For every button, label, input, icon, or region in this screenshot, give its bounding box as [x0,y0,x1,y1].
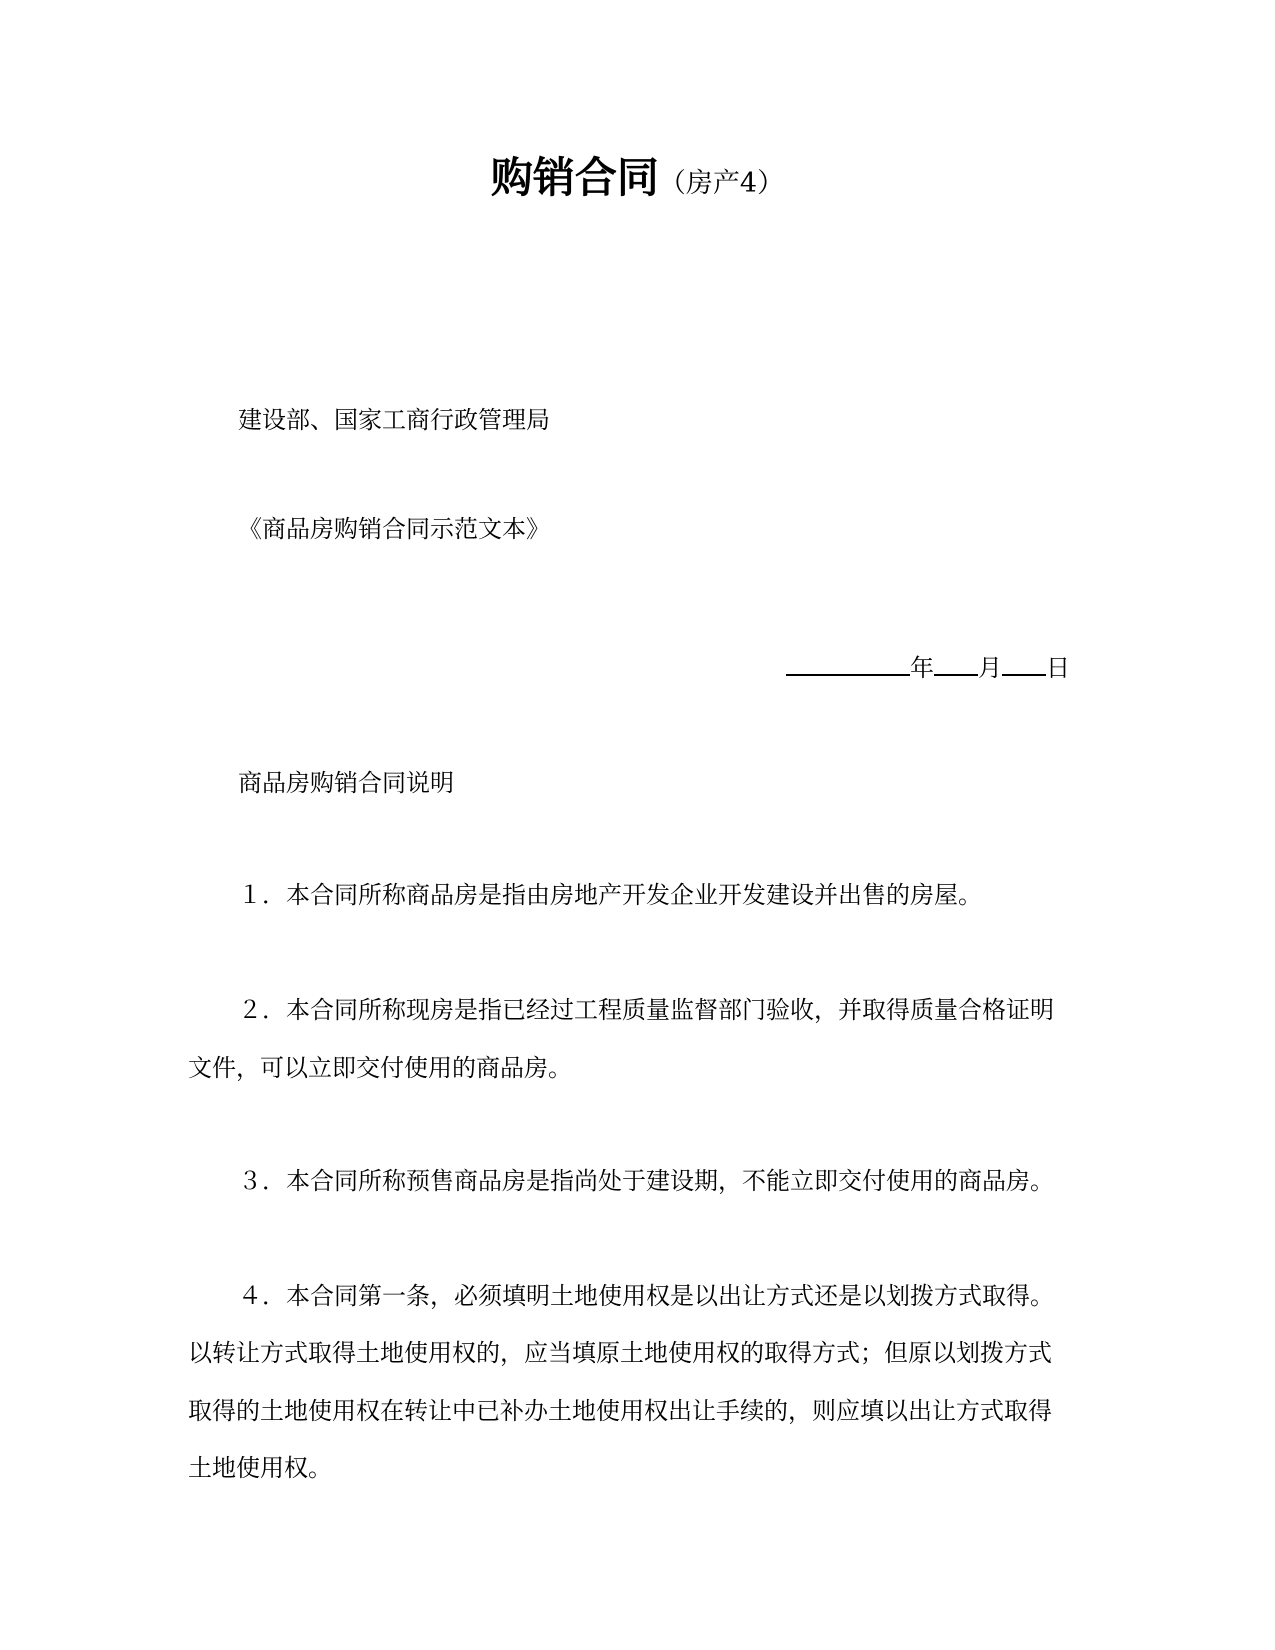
document-name: 《商品房购销合同示范文本》 [238,515,550,543]
date-line [786,650,1070,684]
section-heading: 商品房购销合同说明 [238,769,454,797]
item-2-line-2: 文件，可以立即交付使用的商品房。 [188,1054,572,1082]
item-3-line-1: ３．本合同所称预售商品房是指尚处于建设期，不能立即交付使用的商品房。 [238,1167,1054,1195]
document-title [0,148,1275,217]
item-2-line-1: ２．本合同所称现房是指已经过工程质量监督部门验收，并取得质量合格证明 [238,996,1054,1024]
item-4-line-4: 土地使用权。 [188,1454,332,1482]
month-label: 月 [978,654,1002,682]
month-blank [934,650,978,676]
item-4-line-1: ４．本合同第一条，必须填明土地使用权是以出让方式还是以划拨方式取得。 [238,1282,1054,1310]
item-4-line-2: 以转让方式取得土地使用权的，应当填原土地使用权的取得方式；但原以划拨方式 [188,1339,1052,1367]
day-label: 日 [1046,654,1070,682]
item-1-line-1: １．本合同所称商品房是指由房地产开发企业开发建设并出售的房屋。 [238,881,982,909]
title-main: 购销合同 [490,153,659,202]
year-label: 年 [910,654,934,682]
year-blank [786,650,910,676]
day-blank [1002,650,1046,676]
title-subtitle: （房产4） [658,168,785,199]
item-4-line-3: 取得的土地使用权在转让中已补办土地使用权出让手续的，则应填以出让方式取得 [188,1397,1052,1425]
issuer-line: 建设部、国家工商行政管理局 [238,406,550,434]
